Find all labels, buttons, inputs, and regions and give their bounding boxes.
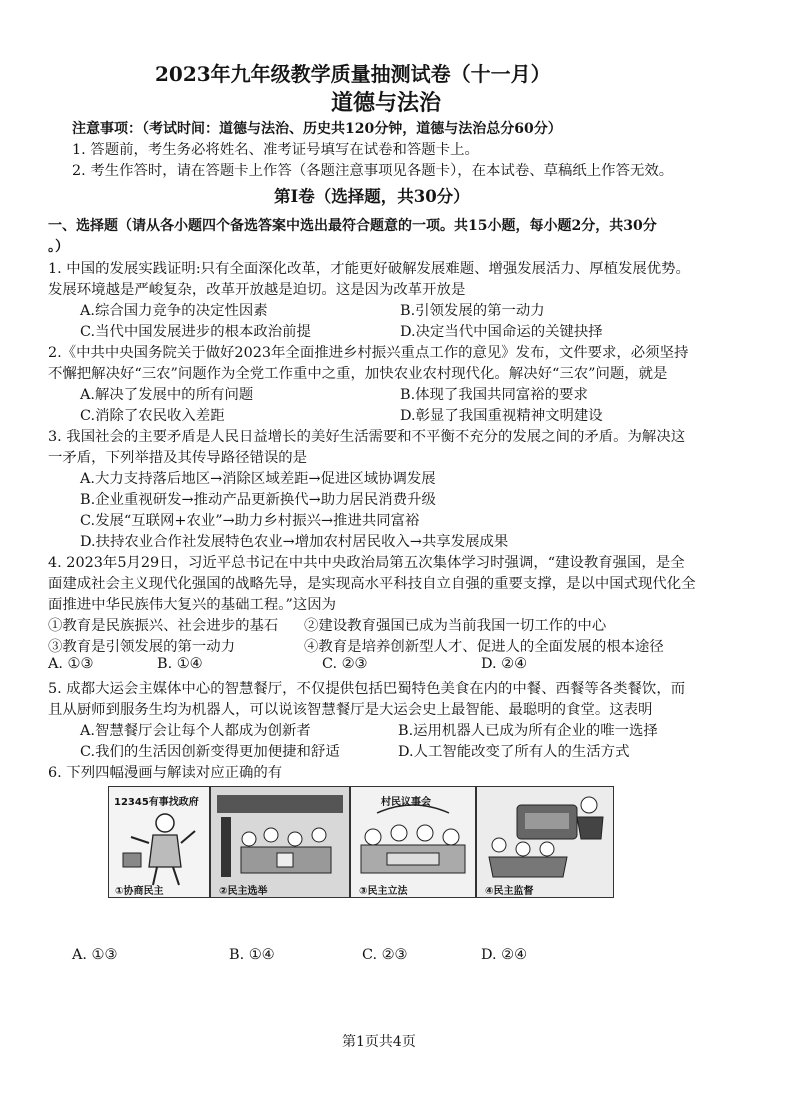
- subject-title: 道德与法治: [331, 90, 442, 116]
- section-instruction-end: 。）: [48, 239, 69, 255]
- part-title: 第Ⅰ卷（选择题，共30分）: [274, 187, 470, 206]
- q1-option-a[interactable]: A.综合国力竞争的决定性因素: [80, 303, 268, 319]
- q2-option-d[interactable]: D.彰显了我国重视精神文明建设: [400, 408, 603, 424]
- comic-panel-2: [210, 786, 350, 898]
- q4-stem-line-1: 4. 2023年5月29日，习近平总书记在中共中央政治局第五次集体学习时强调，“建设教育强国，是全: [48, 555, 685, 571]
- q6-stem: 6. 下列四幅漫画与解读对应正确的有: [48, 765, 283, 781]
- q4-statement-3: ③教育是引领发展的第一动力: [48, 639, 236, 655]
- notice-line-2: 2. 考生作答时，请在答题卡上作答（各题注意事项见各题卡），在本试卷、草稿纸上作答无效。: [72, 163, 674, 179]
- notice-heading: 注意事项：（考试时间：道德与法治、历史共120分钟，道德与法治总分60分）: [72, 121, 562, 137]
- q4-stem-line-2: 面建成社会主义现代化强国的战略先导，是实现高水平科技自立自强的重要支撑，是以中国式现代化全: [48, 576, 696, 592]
- q2-option-a[interactable]: A.解决了发展中的所有问题: [80, 387, 254, 403]
- exam-title: 2023年九年级教学质量抽测试卷（十一月）: [155, 62, 551, 86]
- q1-stem-line-2: 发展环境越是严峻复杂，改革开放越是迫切。这是因为改革开放是: [48, 282, 466, 298]
- q5-option-a[interactable]: A.智慧餐厅会让每个人都成为创新者: [80, 723, 311, 739]
- comic-3-text: 村民议事会: [381, 797, 431, 808]
- q5-option-b[interactable]: B.运用机器人已成为所有企业的唯一选择: [398, 723, 658, 739]
- q5-stem-line-2: 且从厨师到服务生均为机器人，可以说该智慧餐厅是大运会史上最智能、最聪明的食堂。这表明: [48, 702, 653, 718]
- q3-stem-line-1: 3. 我国社会的主要矛盾是人民日益增长的美好生活需要和不平衡不充分的发展之间的矛盾。为解决这: [48, 429, 686, 445]
- q5-option-d[interactable]: D.人工智能改变了所有人的生活方式: [398, 744, 630, 760]
- q5-option-c[interactable]: C.我们的生活因创新变得更加便捷和舒适: [80, 744, 340, 760]
- q3-option-d[interactable]: D.扶持农业合作社发展特色农业→增加农村居民收入→共享发展成果: [80, 534, 509, 550]
- q4-stem-line-3: 面推进中华民族伟大复兴的基础工程。”这因为: [48, 597, 336, 613]
- page-number: 第1页共4页: [342, 1034, 416, 1050]
- q6-option-c[interactable]: C. ②③: [362, 947, 408, 963]
- q1-option-b[interactable]: B.引领发展的第一动力: [400, 303, 545, 319]
- q2-option-c[interactable]: C.消除了农民收入差距: [80, 408, 225, 424]
- q6-option-b[interactable]: B. ①④: [229, 947, 275, 963]
- q2-option-b[interactable]: B.体现了我国共同富裕的要求: [400, 387, 588, 403]
- comic-panel-1: [108, 786, 210, 898]
- q4-statement-4: ④教育是培养创新型人才、促进人的全面发展的根本途径: [304, 639, 664, 655]
- q4-option-c[interactable]: C. ②③: [322, 656, 368, 672]
- q1-stem-line-1: 1. 中国的发展实践证明:只有全面深化改革，才能更好破解发展难题、增强发展活力、厚植发展优势。: [48, 261, 690, 277]
- q4-statement-1: ①教育是民族振兴、社会进步的基石: [48, 618, 279, 634]
- q4-statement-2: ②建设教育强国已成为当前我国一切工作的中心: [304, 618, 607, 634]
- q3-option-b[interactable]: B.企业重视研发→推动产品更新换代→助力居民消费升级: [80, 492, 436, 508]
- q6-option-a[interactable]: A. ①③: [72, 947, 118, 963]
- comic-4-caption: ④民主监督: [485, 886, 534, 897]
- comic-4-illustration: [477, 787, 613, 897]
- comic-panel-3: [350, 786, 476, 898]
- notice-line-1: 1. 答题前，考生务必将姓名、准考证号填写在试卷和答题卡上。: [72, 142, 479, 158]
- comic-panel-4: [476, 786, 614, 898]
- q4-option-b[interactable]: B. ①④: [157, 656, 203, 672]
- q2-stem-line-2: 不懈把解决好“三农”问题作为全党工作重中之重，加快农业农村现代化。解决好“三农”问题，就是: [48, 366, 668, 382]
- q3-option-a[interactable]: A.大力支持落后地区→消除区域差距→促进区域协调发展: [80, 471, 436, 487]
- comic-2-illustration: [211, 787, 349, 897]
- q2-stem-line-1: 2.《中共中央国务院关于做好2023年全面推进乡村振兴重点工作的意见》发布，文件要求，必须坚持: [48, 345, 689, 361]
- q6-option-d[interactable]: D. ②④: [481, 947, 527, 963]
- comic-1-caption: ①协商民主: [115, 886, 164, 897]
- q3-option-c[interactable]: C.发展“互联网+农业”→助力乡村振兴→推进共同富裕: [80, 513, 420, 529]
- q4-option-d[interactable]: D. ②④: [481, 656, 527, 672]
- comic-3-caption: ③民主立法: [359, 886, 408, 897]
- q3-stem-line-2: 一矛盾，下列举措及其传导路径错误的是: [48, 450, 308, 466]
- q1-option-c[interactable]: C.当代中国发展进步的根本政治前提: [80, 324, 311, 340]
- q5-stem-line-1: 5. 成都大运会主媒体中心的智慧餐厅，不仅提供包括巴蜀特色美食在内的中餐、西餐等各类餐饮，而: [48, 681, 686, 697]
- q4-option-a[interactable]: A. ①③: [48, 656, 94, 672]
- comic-2-caption: ②民主选举: [219, 886, 268, 897]
- section-instruction: 一、选择题（请从各小题四个备选答案中选出最符合题意的一项。共15小题，每小题2分，共30分: [48, 218, 657, 234]
- q1-option-d[interactable]: D.决定当代中国命运的关键抉择: [400, 324, 603, 340]
- comic-1-text: 12345有事找政府: [114, 797, 199, 808]
